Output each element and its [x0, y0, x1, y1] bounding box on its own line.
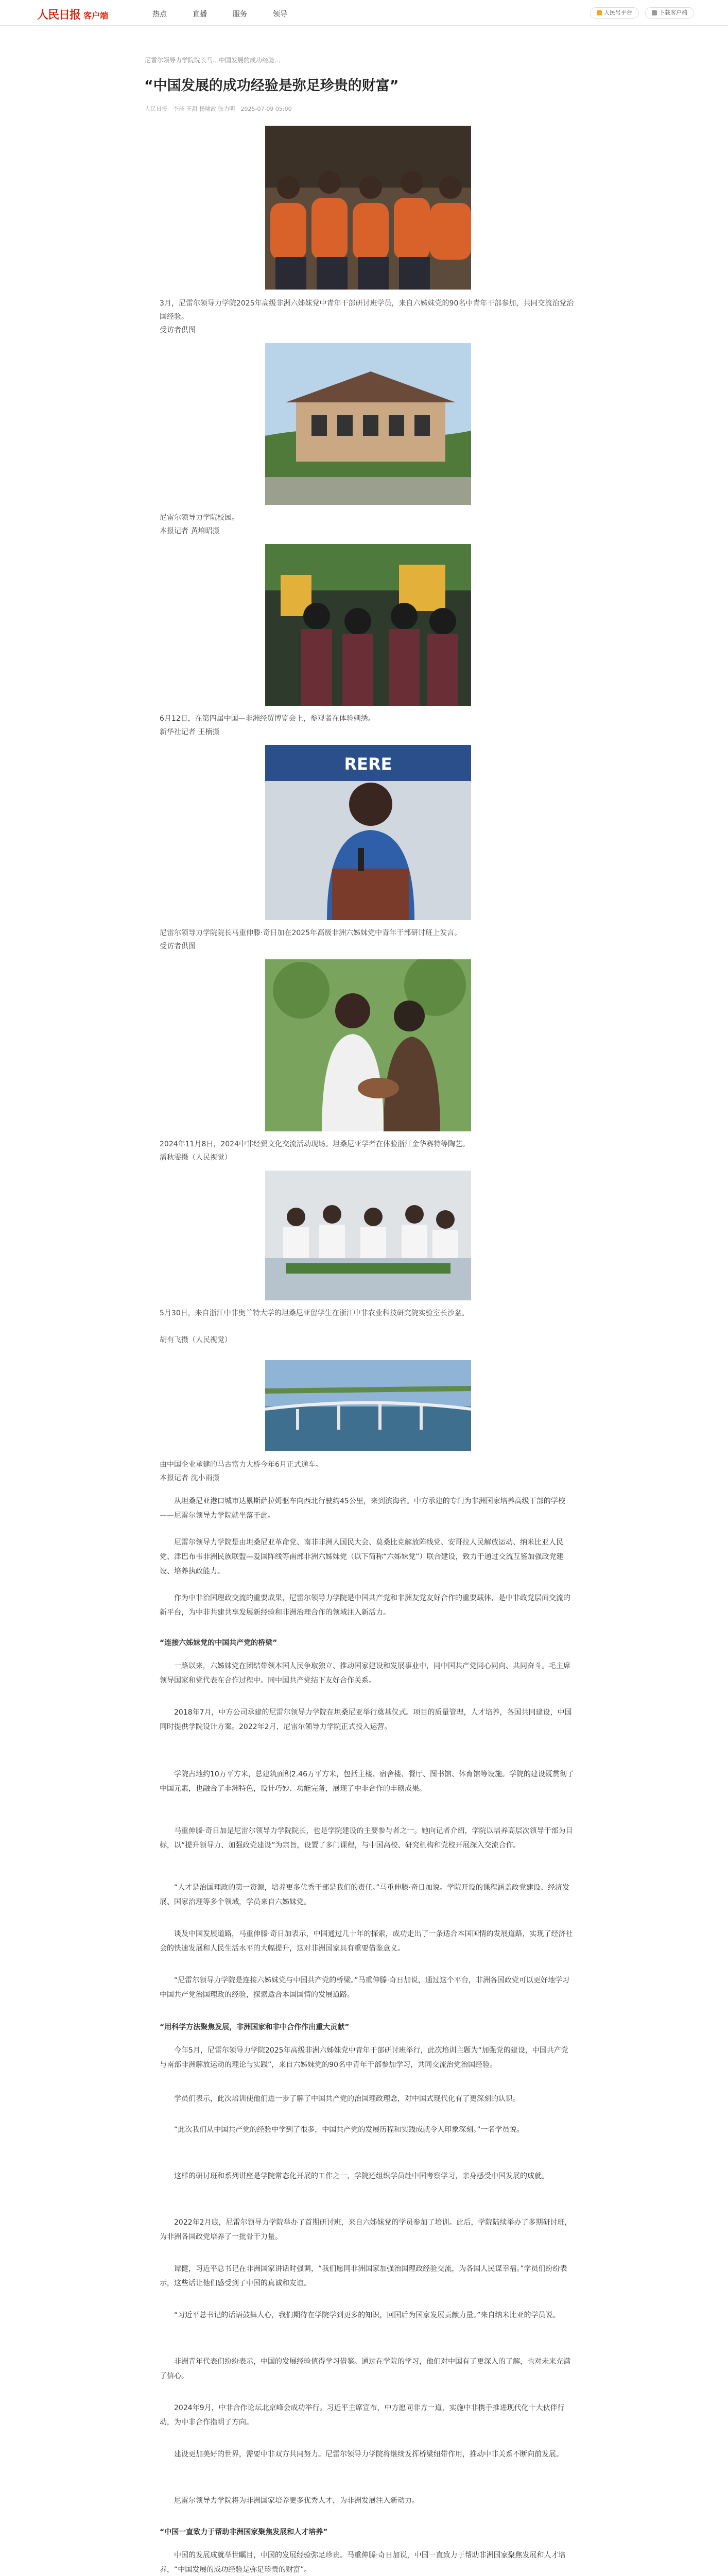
phone-icon [652, 10, 657, 15]
article-title: “中国发展的成功经验是弥足珍贵的财富” [144, 78, 399, 94]
paragraph-16: 谭健，习近平总书记在非洲国家讲话时强调，“我们愿同非洲国家加强治国理政经验交流，为各国人民谋幸福。”学员们纷纷表示，这些话让他们感受到了中国的真诚和友谊。 [160, 2265, 567, 2287]
paragraph-15: 2022年2月底，尼雷尔领导力学院举办了首期研讨班，来自六姊妹党的学员参加了培训。此后，学院陆续举办了多期研讨班，为非洲各国政党培养了一批骨干力量。 [160, 2218, 572, 2241]
download-app-button[interactable] [645, 7, 694, 19]
caption-3-credit: 新华社记者 王楠摄 [160, 728, 220, 736]
caption-7-credit: 本报记者 沈小雨摄 [160, 1474, 220, 1482]
top-navigation-bar [0, 0, 728, 26]
paragraph-10: “尼雷尔领导力学院是连接六姊妹党与中国共产党的桥梁。”马重伸滕·奇日加说，通过这个平台，非洲各国政党可以更好地学习中国共产党治国理政的经验，探索适合本国国情的发展道路。 [160, 1976, 569, 1999]
download-app-label: 下载客户端 [659, 9, 687, 16]
paragraph-2: 尼雷尔领导力学院是由坦桑尼亚革命党、南非非洲人国民大会、莫桑比克解放阵线党、安哥拉人民解放运动、纳米比亚人民党、津巴布韦非洲民族联盟—爱国阵线等南部非洲六姊妹党（以下简称“六姊妹党”）联合建设，致力于通过交流互鉴加强政党建设、培养执政能力。 [160, 1538, 564, 1575]
brand-sub: 客户端 [83, 11, 109, 21]
site-logo[interactable] [37, 6, 108, 22]
caption-6: 5月30日，来自浙江中非奥兰特大学的坦桑尼亚留学生在浙江中非农业科技研究院实验室长沙盆。 [160, 1309, 469, 1317]
paragraph-6: 学院占地约10万平方米，总建筑面积2.46万平方米，包括主楼、宿舍楼、餐厅、图书馆、体育馆等设施。学院的建设既贯彻了中国元素，也融合了非洲特色，设计巧妙、功能完备，展现了中非合作的丰硕成果。 [160, 1770, 574, 1793]
paragraph-4: 一路以来，六姊妹党在团结带领本国人民争取独立、推动国家建设和发展事业中，同中国共产党同心同向、共同奋斗。毛主席领导国家和党代表在合作过程中。同中国共产党结下友好合作关系。 [160, 1662, 570, 1685]
paragraph-9: 谈及中国发展道路，马重伸滕·奇日加表示，中国通过几十年的探索，成功走出了一条适合本国国情的发展道路，实现了经济社会的快速发展和人民生活水平的大幅提升，这对非洲国家具有重要借鉴意义。 [160, 1930, 573, 1953]
paragraph-17: “习近平总书记的话语鼓舞人心，我们期待在学院学到更多的知识，回国后为国家发展贡献力量。”来自纳米比亚的学员说。 [174, 2311, 560, 2319]
svg-text:RERE: RERE [344, 754, 392, 774]
article-meta: 人民日报 李琦 王甜 杨啸政 张力明 2025-07-09 05:00 [145, 106, 292, 112]
photo-director-speech [265, 745, 471, 920]
paragraph-12: 学员们表示，此次培训使他们进一步了解了中国共产党的治国理政理念，对中国式现代化有了更深刻的认识。 [174, 2095, 520, 2103]
photo-campus [265, 343, 471, 505]
paragraph-21: 尼雷尔领导力学院将为非洲国家培养更多优秀人才，为非洲发展注入新动力。 [174, 2497, 419, 2505]
caption-6-credit: 胡有飞摄（人民视觉） [160, 1336, 232, 1344]
platform-icon [597, 10, 602, 15]
paragraph-7: 马重伸滕·奇日加是尼雷尔领导力学院院长，也是学院建设的主要参与者之一。她向记者介绍，学院以培养高层次领导干部为目标，以“提升领导力、加强政党建设”为宗旨，设置了多门课程，与中国高校、研究机构和党校开展深入交流合作。 [160, 1827, 573, 1850]
caption-1: 3月，尼雷尔领导力学院2025年高级非洲六姊妹党中青年干部研讨班学员，来自六姊妹党的90名中青年干部参加，共同交流治党治国经验。 [160, 299, 574, 321]
paragraph-19: 2024年9月，中非合作论坛北京峰会成功举行。习近平主席宣布，中方愿同非方一道，实施中非携手推进现代化十大伙伴行动，为中非合作指明了方向。 [160, 2404, 565, 2427]
paragraph-3: 作为中非治国理政交流的重要成果，尼雷尔领导力学院是中国共产党和非洲友党友好合作的重要载体，是中非政党层面交流的新平台，为中非共建共享发展新经验和非洲治理合作的领域注入新活力。 [160, 1594, 570, 1617]
photo-pottery-experience [265, 959, 471, 1131]
main-nav [152, 9, 287, 19]
breadcrumb: 尼雷尔领导力学院院长马…中国发展的成功经验… [145, 57, 281, 64]
photo-bridge [265, 1360, 471, 1451]
web-platform-button[interactable] [590, 7, 639, 19]
nav-item-hot[interactable]: 热点 [152, 10, 167, 19]
web-platform-label: 人民号平台 [604, 9, 632, 16]
paragraph-8: “人才是治国理政的第一资源，培养更多优秀干部是我们的责任。”马重伸滕·奇日加说。学院开设的课程涵盖政党建设、经济发展、国家治理等多个领域，学员来自六姊妹党。 [160, 1884, 569, 1906]
section-heading-1: “连接六姊妹党的中国共产党的桥梁” [160, 1639, 278, 1647]
paragraph-18: 非洲青年代表们纷纷表示，中国的发展经验值得学习借鉴。通过在学院的学习，他们对中国有了更深入的了解，也对未来充满了信心。 [160, 2358, 570, 2380]
nav-item-live[interactable]: 直播 [193, 10, 207, 19]
paragraph-1: 从坦桑尼亚港口城市达累斯萨拉姆驱车向西北行驶约45公里，来到滨海省。中方承建的专门为非洲国家培养高级干部的学校——尼雷尔领导力学院就坐落于此。 [160, 1497, 565, 1520]
caption-2-credit: 本报记者 黄培昭摄 [160, 527, 220, 535]
caption-7: 由中国企业承建的马古富力大桥今年6月正式通车。 [160, 1461, 323, 1469]
paragraph-11: 今年5月，尼雷尔领导力学院2025年高级非洲六姊妹党中青年干部研讨班举行，此次培训主题为“加强党的建设，中国共产党与南部非洲解放运动的理论与实践”，来自六姊妹党的90名中青年干部参加学习，共同交流治党治国经验。 [160, 2046, 568, 2069]
caption-4: 尼雷尔领导力学院院长马重伸滕·奇日加在2025年高级非洲六姊妹党中青年干部研讨班上发言。 [160, 929, 462, 937]
caption-5-credit: 潘秋雯摄（人民视觉） [160, 1154, 232, 1162]
paragraph-14: 这样的研讨班和系列讲座是学院常态化开展的工作之一，学院还组织学员赴中国考察学习，亲身感受中国发展的成就。 [174, 2172, 549, 2180]
paragraph-5: 2018年7月，中方公司承建的尼雷尔领导力学院在坦桑尼亚举行奠基仪式。项目的质量管理，人才培养，各国共同建设，中国同时提供学院设计方案。2022年2月，尼雷尔领导力学院正式投入运营。 [160, 1708, 572, 1731]
brand-name: 人民日报 [37, 8, 81, 22]
top-right-buttons [590, 7, 694, 19]
nav-item-service[interactable]: 服务 [233, 10, 247, 19]
paragraph-20: 建设更加美好的世界，需要中非双方共同努力。尼雷尔领导力学院将继续发挥桥梁纽带作用，推动中非关系不断向前发展。 [174, 2450, 563, 2459]
photo-expo-visitors [265, 544, 471, 706]
caption-4-credit: 受访者供图 [160, 942, 196, 951]
paragraph-13: “此次我们从中国共产党的经验中学到了很多，中国共产党的发展历程和实践成就令人印象深刻。”一名学员说。 [174, 2126, 524, 2134]
caption-5: 2024年11月8日，2024中非经贸文化交流活动现场。坦桑尼亚学者在体验浙江金华赛特等陶艺。 [160, 1140, 470, 1148]
photo-seminar-attendees [265, 126, 471, 290]
caption-2: 尼雷尔领导力学院校园。 [160, 514, 239, 522]
photo-lab-students [265, 1171, 471, 1300]
caption-1-credit: 受访者供图 [160, 326, 196, 334]
section-heading-2: “用科学方法聚焦发展，非洲国家和非中合作作出重大贡献” [160, 2023, 350, 2031]
paragraph-22: 中国的发展成就举世瞩目，中国的发展经验弥足珍贵。马重伸滕·奇日加说，中国一直致力于帮助非洲国家聚焦发展和人才培养，“中国发展的成功经验是弥足珍贵的财富”。 [160, 2551, 566, 2574]
caption-3: 6月12日，在第四届中国—非洲经贸博览会上，参观者在体验刺绣。 [160, 715, 375, 723]
section-heading-3: “中国一直致力于帮助非洲国家聚焦发展和人才培养” [160, 2528, 328, 2536]
nav-item-leaders[interactable]: 领导 [273, 10, 287, 19]
